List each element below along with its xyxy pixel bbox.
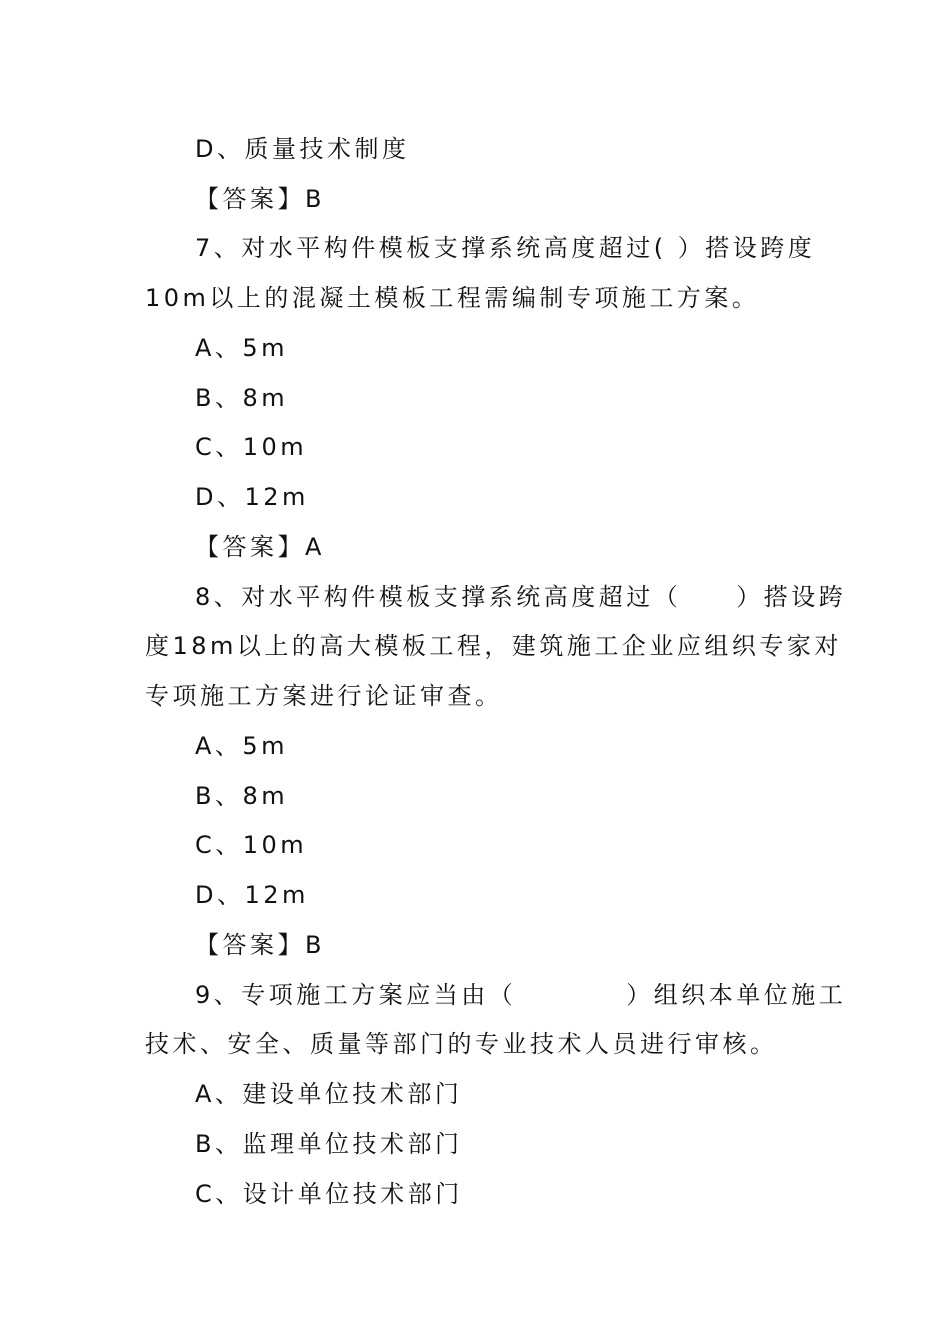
answer-q6: 【答案】B (195, 185, 325, 213)
option-c-q7: C、10m (195, 433, 308, 461)
question-8-line-2: 度18m以上的高大模板工程，建筑施工企业应组织专家对 (145, 632, 842, 660)
question-8-line-1: 8、对水平构件模板支撑系统高度超过（ ）搭设跨 (195, 583, 847, 611)
option-c-q9: C、设计单位技术部门 (195, 1180, 463, 1208)
question-9-line-1: 9、专项施工方案应当由（ ）组织本单位施工 (195, 981, 847, 1009)
answer-q7: 【答案】A (195, 533, 325, 561)
answer-q8: 【答案】B (195, 931, 325, 959)
option-c-q8: C、10m (195, 831, 308, 859)
question-9-line-2: 技术、安全、质量等部门的专业技术人员进行审核。 (145, 1030, 778, 1058)
option-d-q8: D、12m (195, 881, 309, 909)
question-8-line-3: 专项施工方案进行论证审查。 (145, 682, 503, 710)
option-b-q9: B、监理单位技术部门 (195, 1130, 463, 1158)
option-a-q7: A、5m (195, 334, 289, 362)
question-7-line-1: 7、对水平构件模板支撑系统高度超过( ）搭设跨度 (195, 234, 816, 262)
option-a-q9: A、建设单位技术部门 (195, 1080, 463, 1108)
option-d-q7: D、12m (195, 483, 309, 511)
question-7-line-2: 10m以上的混凝土模板工程需编制专项施工方案。 (145, 284, 760, 312)
option-d-q6: D、质量技术制度 (195, 135, 410, 163)
option-a-q8: A、5m (195, 732, 289, 760)
option-b-q7: B、8m (195, 384, 289, 412)
option-b-q8: B、8m (195, 782, 289, 810)
